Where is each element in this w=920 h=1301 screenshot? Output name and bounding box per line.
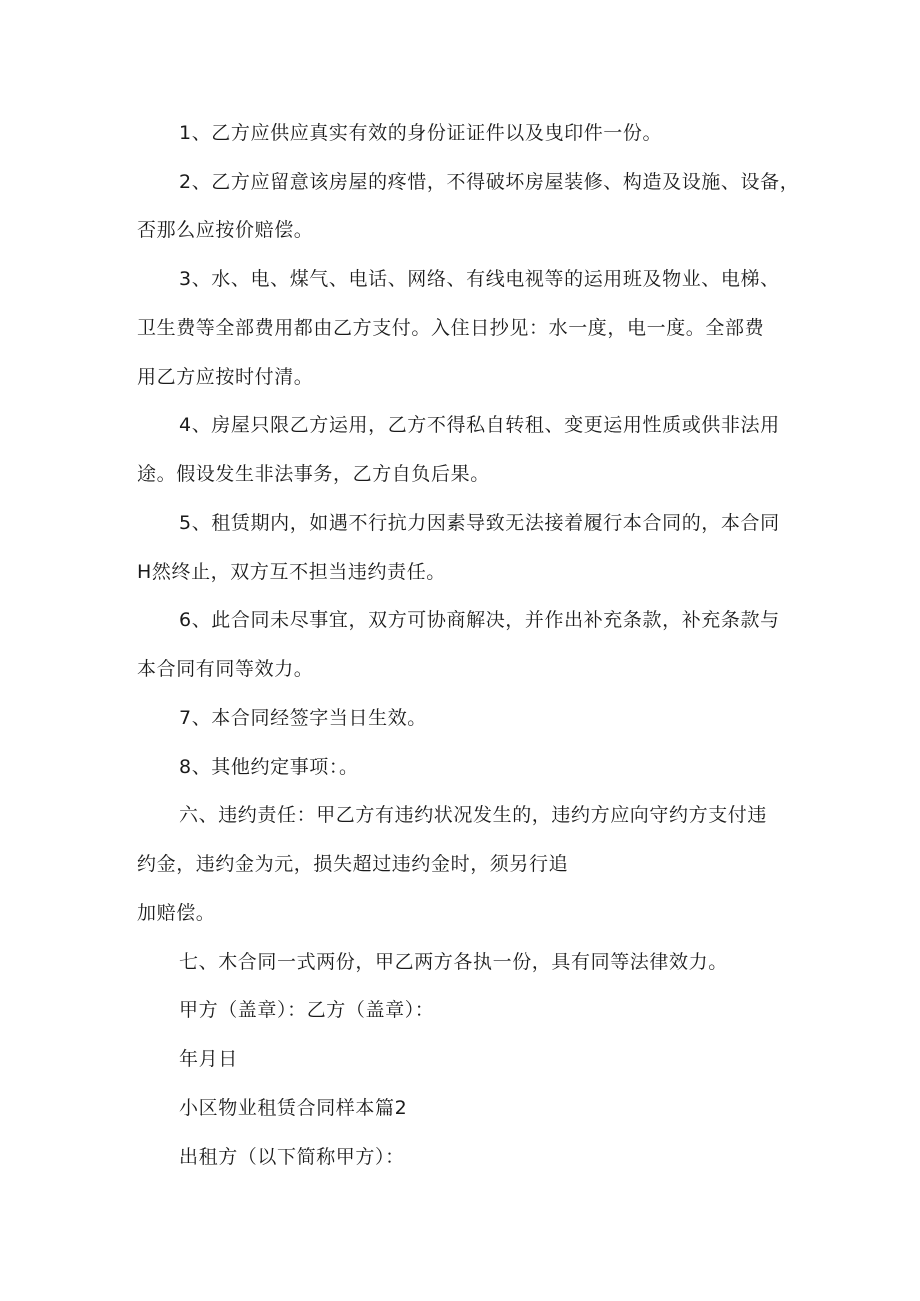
clause-4-line-1: 4、房屋只限乙方运用，乙方不得私自转租、变更运用性质或供非法用 xyxy=(179,414,780,436)
lessor-line: 出租方（以下简称甲方）： xyxy=(179,1146,405,1168)
clause-5-line-2: H然终止，双方互不担当违约责任。 xyxy=(137,561,446,583)
clause-8-line-1: 8、其他约定事项：。 xyxy=(179,756,359,778)
clause-2-line-1: 2、乙方应留意该房屋的疼惜，不得破坏房屋装修、构造及设施、设备， xyxy=(179,171,800,193)
clause-3-line-2: 卫生费等全部费用都由乙方支付。入住日抄见：水一度，电一度。全部费 xyxy=(137,317,765,339)
next-article-title: 小区物业租赁合同样本篇2 xyxy=(179,1097,408,1119)
clause-6-line-2: 本合同有同等效力。 xyxy=(137,658,314,680)
section-6-line-3: 加赔偿。 xyxy=(137,902,216,924)
clause-5-line-1: 5、租赁期内，如遇不行抗力因素导致无法接着履行本合同的，本合同 xyxy=(179,512,780,534)
clause-4-line-2: 途。假设发生非法事务，乙方自负后果。 xyxy=(137,463,490,485)
section-6-line-1: 六、违约责任：甲乙方有违约状况发生的，违约方应向守约方支付违 xyxy=(179,804,768,826)
section-6-line-2: 约金，违约金为元，损失超过违约金时，须另行追 xyxy=(137,853,569,875)
clause-3-line-3: 用乙方应按时付清。 xyxy=(137,366,314,388)
clause-6-line-1: 6、此合同未尽事宜，双方可协商解决，并作出补充条款，补充条款与 xyxy=(179,609,780,631)
clause-3-line-1: 3、水、电、煤气、电话、网络、有线电视等的运用班及物业、电梯、 xyxy=(179,268,780,290)
clause-2-line-2: 否那么应按价赔偿。 xyxy=(137,219,314,241)
clause-7-line-1: 7、本合同经签字当日生效。 xyxy=(179,707,427,729)
signature-line: 甲方（盖章）：乙方（盖章）： xyxy=(179,999,435,1021)
date-line: 年月日 xyxy=(179,1048,238,1070)
clause-1-line-1: 1、乙方应供应真实有效的身份证证件以及曳印件一份。 xyxy=(179,122,663,144)
section-7-line-1: 七、木合同一式两份，甲乙两方各执一份，具有同等法律效力。 xyxy=(179,951,728,973)
